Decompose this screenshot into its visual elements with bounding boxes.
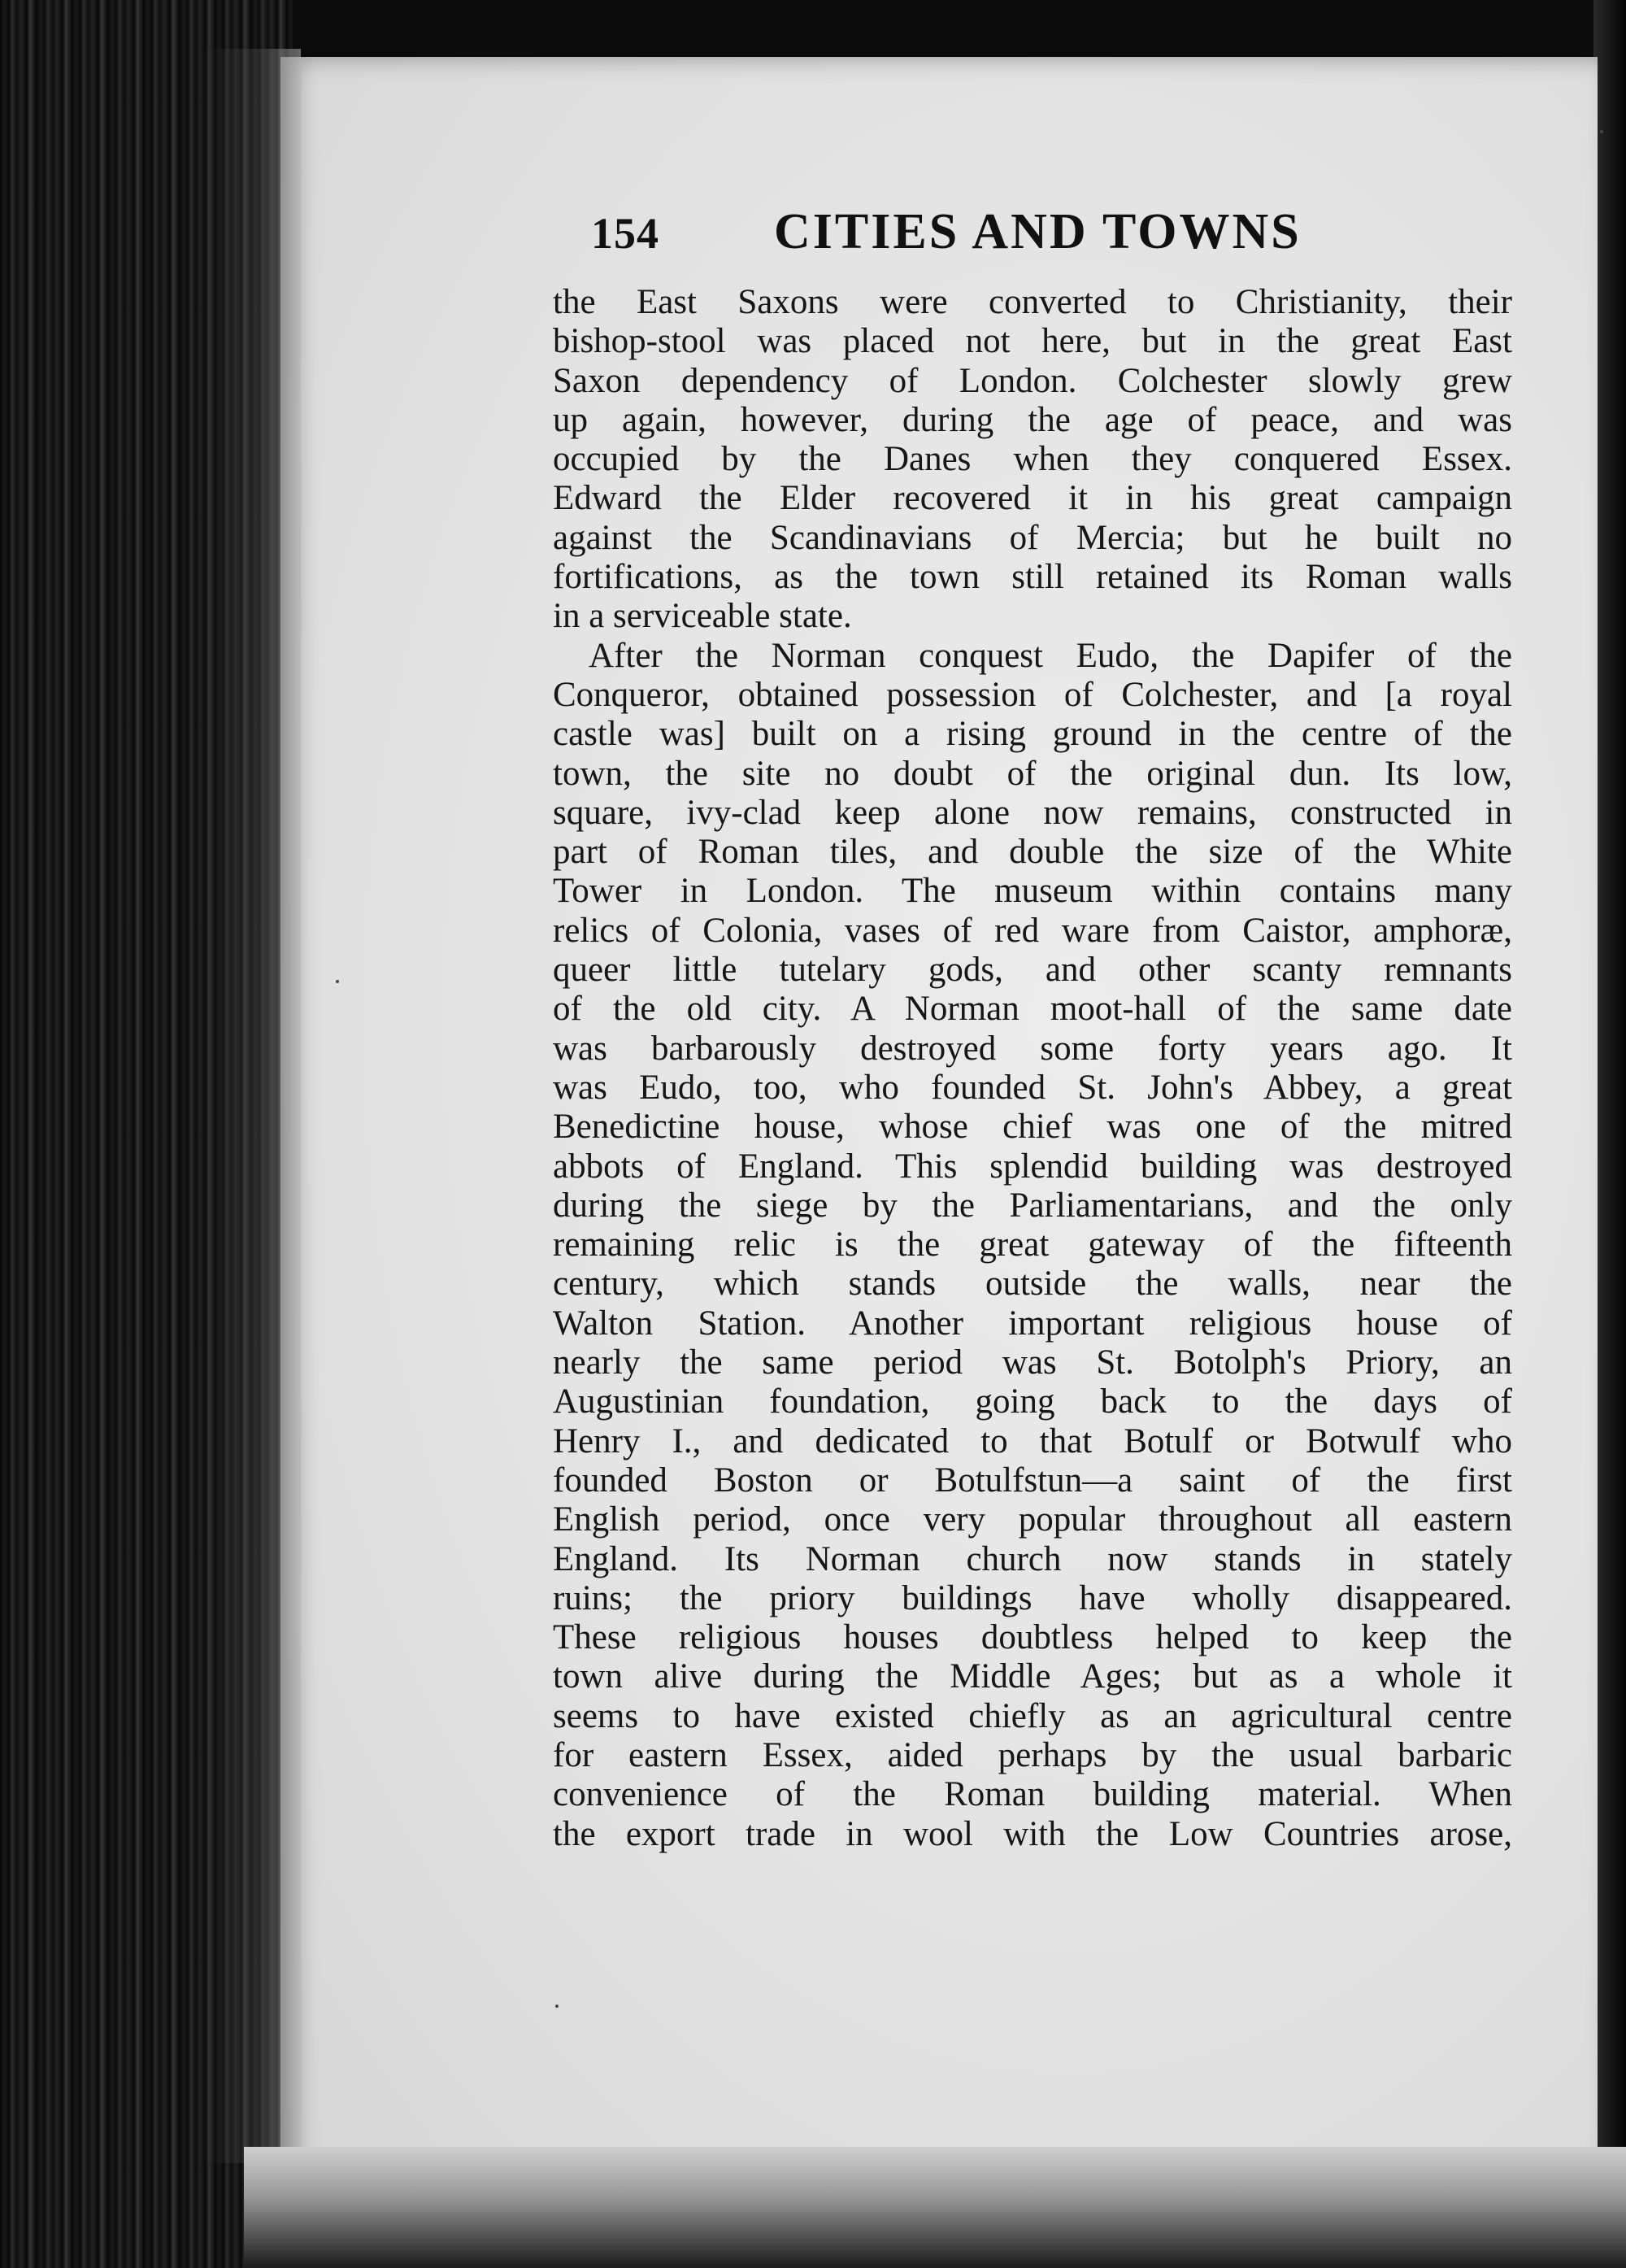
page-bottom-edge [244,2147,1626,2268]
text-line: century, which stands outside the walls, near the [553,1265,1512,1304]
dust-speck [555,2005,559,2008]
text-line: against the Scandinavians of Mercia; but he built no [553,518,1512,557]
text-line: convenience of the Roman building material. When [553,1775,1512,1814]
text-line: fortifications, as the town still retained its Roman walls [553,558,1512,597]
text-line: in a serviceable state. [553,597,852,636]
text-line: founded Boston or Botulfstun—a saint of the first [553,1460,1512,1500]
text-line: Augustinian foundation, going back to the days of [553,1382,1512,1421]
text-line: up again, however, during the age of peace, and was [553,400,1512,439]
text-line: After the Norman conquest Eudo, the Dapifer of the [589,636,1512,675]
running-head: CITIES AND TOWNS [774,204,1302,259]
text-line: Saxon dependency of London. Colchester slowly grew [553,361,1512,400]
text-line: the East Saxons were converted to Christianity, their [553,283,1512,321]
text-line: town, the site no doubt of the original dun. Its low, [553,754,1512,793]
text-line: Walton Station. Another important religious house of [553,1304,1512,1343]
text-line: queer little tutelary gods, and other scanty remnants [553,951,1512,990]
text-line: occupied by the Danes when they conquered Essex. [553,440,1512,479]
page-gutter-shadow [203,49,301,2163]
text-line: Edward the Elder recovered it in his great campaign [553,479,1512,518]
text-line: castle was] built on a rising ground in the centre of the [553,715,1512,754]
text-line: England. Its Norman church now stands in stately [553,1539,1512,1578]
text-line: ruins; the priory buildings have wholly disappeared. [553,1578,1512,1617]
text-line: English period, once very popular throughout all eastern [553,1500,1512,1539]
text-line: town alive during the Middle Ages; but as a whole it [553,1657,1512,1696]
text-line: Benedictine house, whose chief was one of the mitred [553,1108,1512,1147]
text-line: of the old city. A Norman moot-hall of the same date [553,990,1512,1029]
text-line: was Eudo, too, who founded St. John's Abbey, a great [553,1068,1512,1107]
text-line: for eastern Essex, aided perhaps by the usual barbaric [553,1735,1512,1774]
text-line: the export trade in wool with the Low Countries arose, [553,1814,1512,1853]
text-line: during the siege by the Parliamentarians, and the only [553,1186,1512,1225]
dust-speck [1600,130,1603,133]
text-line: relics of Colonia, vases of red ware from Caistor, amphoræ, [553,911,1512,950]
text-line: bishop-stool was placed not here, but in the great East [553,322,1512,361]
text-line: seems to have existed chiefly as an agricultural centre [553,1696,1512,1735]
text-line: part of Roman tiles, and double the size of the White [553,833,1512,872]
body-text [553,283,1512,1854]
text-line: remaining relic is the great gateway of the fifteenth [553,1225,1512,1265]
text-line: Conqueror, obtained possession of Colchester, and [a royal [553,675,1512,714]
text-line: nearly the same period was St. Botolph's Priory, an [553,1343,1512,1382]
scanner-background-right [1593,0,1626,2268]
dust-speck [336,980,339,983]
text-line: Tower in London. The museum within contains many [553,872,1512,911]
page-header [591,203,1339,268]
page-number: 154 [591,209,659,258]
text-line: abbots of England. This splendid building was destroyed [553,1147,1512,1186]
text-line: Henry I., and dedicated to that Botulf or Botwulf who [553,1421,1512,1460]
text-line: was barbarously destroyed some forty years ago. It [553,1029,1512,1068]
text-line: square, ivy-clad keep alone now remains, constructed in [553,793,1512,832]
text-line: These religious houses doubtless helped to keep the [553,1618,1512,1657]
